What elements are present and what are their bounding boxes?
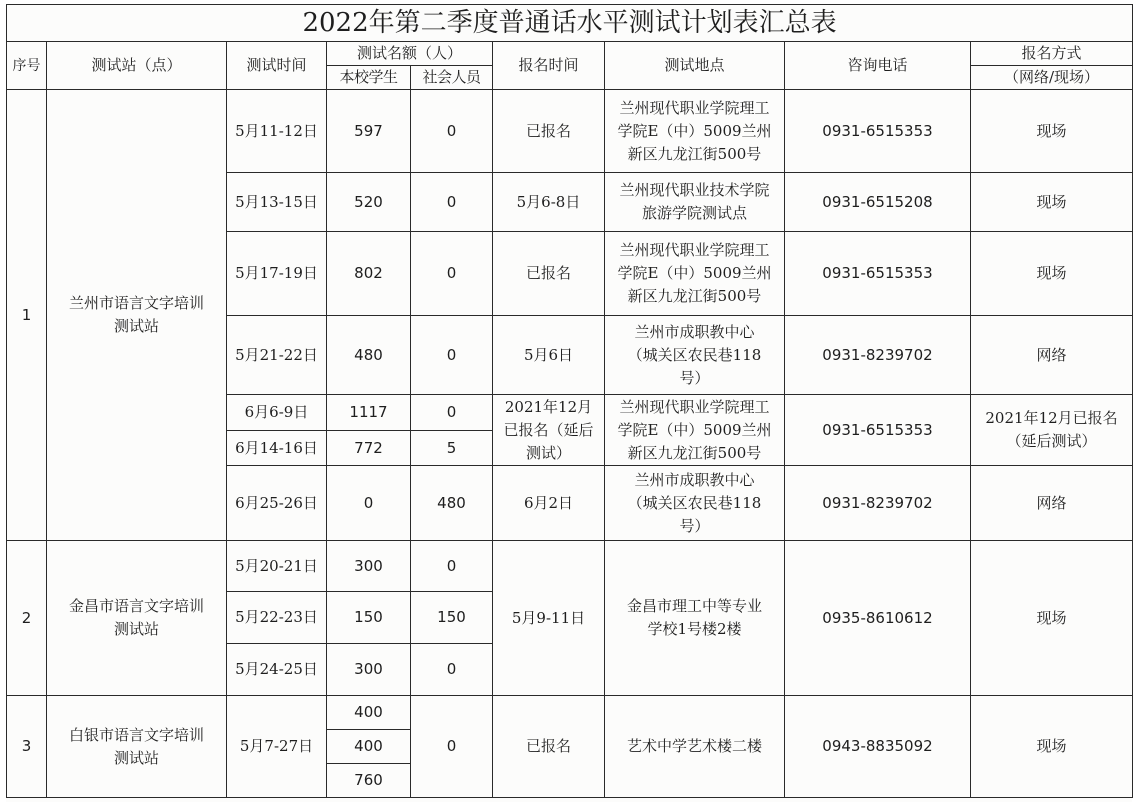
registration-method: 现场: [971, 696, 1133, 798]
test-location: 艺术中学艺术楼二楼: [605, 696, 785, 798]
contact-phone: 0931-8239702: [785, 316, 971, 395]
test-location: 兰州市成职教中心（城关区农民巷118号）: [605, 316, 785, 395]
group-seq: 1: [7, 90, 47, 541]
quota-students: 300: [327, 541, 411, 592]
registration-method: 现场: [971, 541, 1133, 696]
quota-students: 802: [327, 232, 411, 316]
registration-method: 现场: [971, 232, 1133, 316]
group-station: 白银市语言文字培训测试站: [47, 696, 227, 798]
table-row: [7, 541, 1133, 592]
registration-time: 5月6-8日: [493, 173, 605, 232]
quota-students: 400: [327, 730, 411, 764]
test-time: 5月13-15日: [227, 173, 327, 232]
registration-method: 网络: [971, 316, 1133, 395]
table-row: [7, 696, 1133, 730]
quota-public: 0: [411, 696, 493, 798]
registration-time: 6月2日: [493, 466, 605, 541]
contact-phone: 0931-6515208: [785, 173, 971, 232]
test-location: 兰州现代职业学院理工学院E（中）5009兰州新区九龙江街500号: [605, 90, 785, 173]
test-location: 兰州现代职业学院理工学院E（中）5009兰州新区九龙江街500号: [605, 395, 785, 466]
schedule-document: [6, 4, 1132, 802]
document-title: 2022年第二季度普通话水平测试计划表汇总表: [7, 5, 1133, 42]
header-seq: 序号: [7, 42, 47, 90]
group-seq: 3: [7, 696, 47, 798]
quota-students: 772: [327, 431, 411, 466]
registration-time: 2021年12月已报名（延后测试）: [493, 395, 605, 466]
test-time: 6月14-16日: [227, 431, 327, 466]
registration-time: 已报名: [493, 232, 605, 316]
quota-public: 5: [411, 431, 493, 466]
header-location: 测试地点: [605, 42, 785, 90]
quota-students: 1117: [327, 395, 411, 431]
registration-time: 5月9-11日: [493, 541, 605, 696]
header-quota: 测试名额（人）: [327, 42, 493, 66]
quota-students: 760: [327, 764, 411, 798]
header-quota-public: 社会人员: [411, 66, 493, 90]
test-location: 兰州市成职教中心（城关区农民巷118号）: [605, 466, 785, 541]
registration-method: 网络: [971, 466, 1133, 541]
quota-public: 480: [411, 466, 493, 541]
quota-public: 150: [411, 592, 493, 644]
header-reg-method: 报名方式: [971, 42, 1133, 66]
registration-time: 已报名: [493, 696, 605, 798]
quota-students: 400: [327, 696, 411, 730]
test-location: 金昌市理工中等专业学校1号楼2楼: [605, 541, 785, 696]
quota-public: 0: [411, 90, 493, 173]
contact-phone: 0943-8835092: [785, 696, 971, 798]
registration-time: 5月6日: [493, 316, 605, 395]
registration-method: 2021年12月已报名（延后测试）: [971, 395, 1133, 466]
group-station: 兰州市语言文字培训测试站: [47, 90, 227, 541]
test-time: 6月25-26日: [227, 466, 327, 541]
quota-students: 597: [327, 90, 411, 173]
quota-public: 0: [411, 644, 493, 696]
header-reg-time: 报名时间: [493, 42, 605, 90]
test-time: 5月22-23日: [227, 592, 327, 644]
registration-method: 现场: [971, 90, 1133, 173]
contact-phone: 0931-6515353: [785, 232, 971, 316]
quota-students: 0: [327, 466, 411, 541]
quota-public: 0: [411, 232, 493, 316]
contact-phone: 0931-8239702: [785, 466, 971, 541]
group-station: 金昌市语言文字培训测试站: [47, 541, 227, 696]
registration-time: 已报名: [493, 90, 605, 173]
quota-students: 300: [327, 644, 411, 696]
test-time: 5月11-12日: [227, 90, 327, 173]
header-station: 测试站（点）: [47, 42, 227, 90]
quota-students: 480: [327, 316, 411, 395]
header-phone: 咨询电话: [785, 42, 971, 90]
quota-students: 520: [327, 173, 411, 232]
contact-phone: 0931-6515353: [785, 90, 971, 173]
group-seq: 2: [7, 541, 47, 696]
header-quota-students: 本校学生: [327, 66, 411, 90]
registration-method: 现场: [971, 173, 1133, 232]
test-time: 5月24-25日: [227, 644, 327, 696]
test-time: 5月21-22日: [227, 316, 327, 395]
contact-phone: 0935-8610612: [785, 541, 971, 696]
header-reg-method-sub: （网络/现场）: [971, 66, 1133, 90]
test-location: 兰州现代职业技术学院旅游学院测试点: [605, 173, 785, 232]
test-time: 5月20-21日: [227, 541, 327, 592]
contact-phone: 0931-6515353: [785, 395, 971, 466]
quota-public: 0: [411, 173, 493, 232]
test-time: 6月6-9日: [227, 395, 327, 431]
quota-public: 0: [411, 395, 493, 431]
quota-students: 150: [327, 592, 411, 644]
header-time: 测试时间: [227, 42, 327, 90]
test-time: 5月7-27日: [227, 696, 327, 798]
table-row: [7, 90, 1133, 173]
quota-public: 0: [411, 541, 493, 592]
test-time: 5月17-19日: [227, 232, 327, 316]
schedule-table: [6, 4, 1133, 798]
quota-public: 0: [411, 316, 493, 395]
test-location: 兰州现代职业学院理工学院E（中）5009兰州新区九龙江街500号: [605, 232, 785, 316]
